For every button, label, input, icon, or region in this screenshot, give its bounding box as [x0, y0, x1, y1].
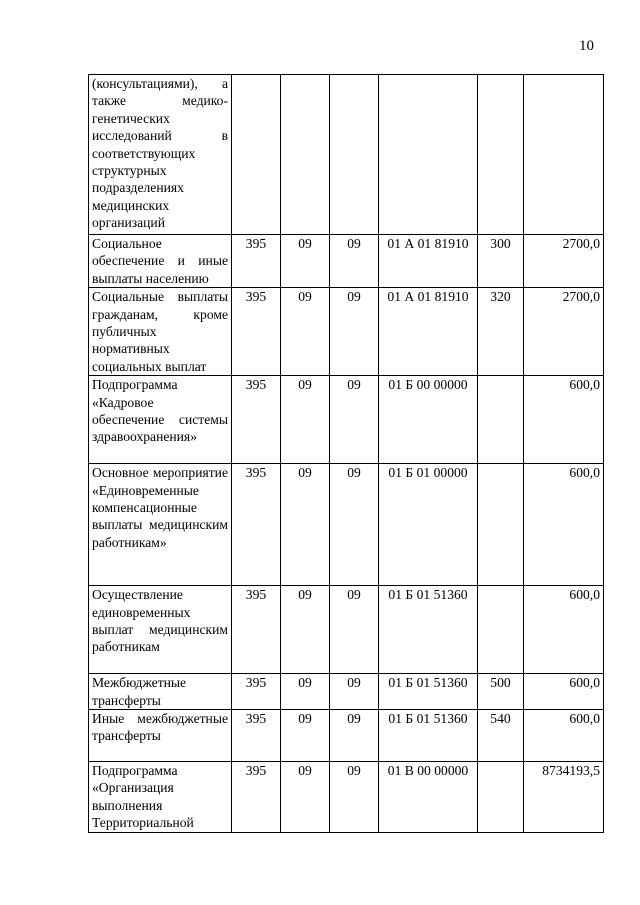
row-csr-cell: 01 Б 01 51360: [379, 586, 478, 674]
row-sum-cell: 8734193,5: [524, 762, 604, 833]
row-vr-cell: 320: [478, 288, 524, 376]
row-csr-cell: 01 Б 01 51360: [379, 710, 478, 762]
row-csr-cell: 01 А 01 81910: [379, 235, 478, 288]
page-number: 10: [579, 38, 594, 54]
table-row: [89, 235, 604, 288]
table-row: [89, 710, 604, 762]
row-csr-cell: 01 Б 00 00000: [379, 376, 478, 464]
row-rz-cell: 09: [281, 586, 330, 674]
table-row: [89, 288, 604, 376]
row-grbs-cell: [232, 75, 281, 235]
table-row: [89, 674, 604, 710]
row-vr-cell: [478, 586, 524, 674]
table-row: [89, 464, 604, 586]
row-vr-cell: [478, 762, 524, 833]
row-sum-cell: 600,0: [524, 674, 604, 710]
row-grbs-cell: 395: [232, 710, 281, 762]
row-vr-cell: 300: [478, 235, 524, 288]
table-row: [89, 586, 604, 674]
row-pr-cell: 09: [330, 288, 379, 376]
row-vr-cell: [478, 464, 524, 586]
row-pr-cell: 09: [330, 586, 379, 674]
row-pr-cell: 09: [330, 674, 379, 710]
row-sum-cell: [524, 75, 604, 235]
row-sum-cell: 2700,0: [524, 288, 604, 376]
row-sum-cell: 600,0: [524, 710, 604, 762]
row-sum-cell: 600,0: [524, 376, 604, 464]
row-pr-cell: 09: [330, 235, 379, 288]
row-grbs-cell: 395: [232, 586, 281, 674]
row-rz-cell: 09: [281, 674, 330, 710]
row-csr-cell: 01 В 00 00000: [379, 762, 478, 833]
row-name-cell: Социальное обеспечение и иные выплаты населению: [89, 235, 232, 288]
row-name-cell: (консультациями), а также медико-генетических исследований в соответствующих структурных подразделениях медицинских организаций: [89, 75, 232, 235]
row-grbs-cell: 395: [232, 762, 281, 833]
row-name-cell: Осуществление единовременных выплат медицинским работникам: [89, 586, 232, 674]
row-name-cell: Межбюджетные трансферты: [89, 674, 232, 710]
row-name-cell: Иные межбюджетные трансферты: [89, 710, 232, 762]
budget-table: [88, 74, 604, 833]
row-name-cell: Основное мероприятие «Единовременные компенсационные выплаты медицинским работникам»: [89, 464, 232, 586]
row-rz-cell: 09: [281, 376, 330, 464]
row-sum-cell: 2700,0: [524, 235, 604, 288]
row-pr-cell: 09: [330, 762, 379, 833]
row-grbs-cell: 395: [232, 674, 281, 710]
row-rz-cell: 09: [281, 288, 330, 376]
row-csr-cell: [379, 75, 478, 235]
row-rz-cell: 09: [281, 762, 330, 833]
row-grbs-cell: 395: [232, 464, 281, 586]
budget-table-body: [89, 75, 604, 833]
row-pr-cell: 09: [330, 464, 379, 586]
row-rz-cell: [281, 75, 330, 235]
table-row: [89, 762, 604, 833]
row-vr-cell: [478, 376, 524, 464]
row-grbs-cell: 395: [232, 288, 281, 376]
row-grbs-cell: 395: [232, 235, 281, 288]
row-pr-cell: [330, 75, 379, 235]
row-name-cell: Подпрограмма «Кадровое обеспечение системы здравоохранения»: [89, 376, 232, 464]
table-row: [89, 376, 604, 464]
table-row: [89, 75, 604, 235]
row-pr-cell: 09: [330, 376, 379, 464]
row-grbs-cell: 395: [232, 376, 281, 464]
row-vr-cell: 540: [478, 710, 524, 762]
row-name-cell: Подпрограмма «Организация выполнения Территориальной: [89, 762, 232, 833]
row-csr-cell: 01 Б 01 51360: [379, 674, 478, 710]
row-name-cell: Социальные выплаты гражданам, кроме публичных нормативных социальных выплат: [89, 288, 232, 376]
row-sum-cell: 600,0: [524, 464, 604, 586]
row-csr-cell: 01 А 01 81910: [379, 288, 478, 376]
row-vr-cell: [478, 75, 524, 235]
row-pr-cell: 09: [330, 710, 379, 762]
row-csr-cell: 01 Б 01 00000: [379, 464, 478, 586]
row-sum-cell: 600,0: [524, 586, 604, 674]
row-rz-cell: 09: [281, 710, 330, 762]
row-vr-cell: 500: [478, 674, 524, 710]
row-rz-cell: 09: [281, 235, 330, 288]
row-rz-cell: 09: [281, 464, 330, 586]
